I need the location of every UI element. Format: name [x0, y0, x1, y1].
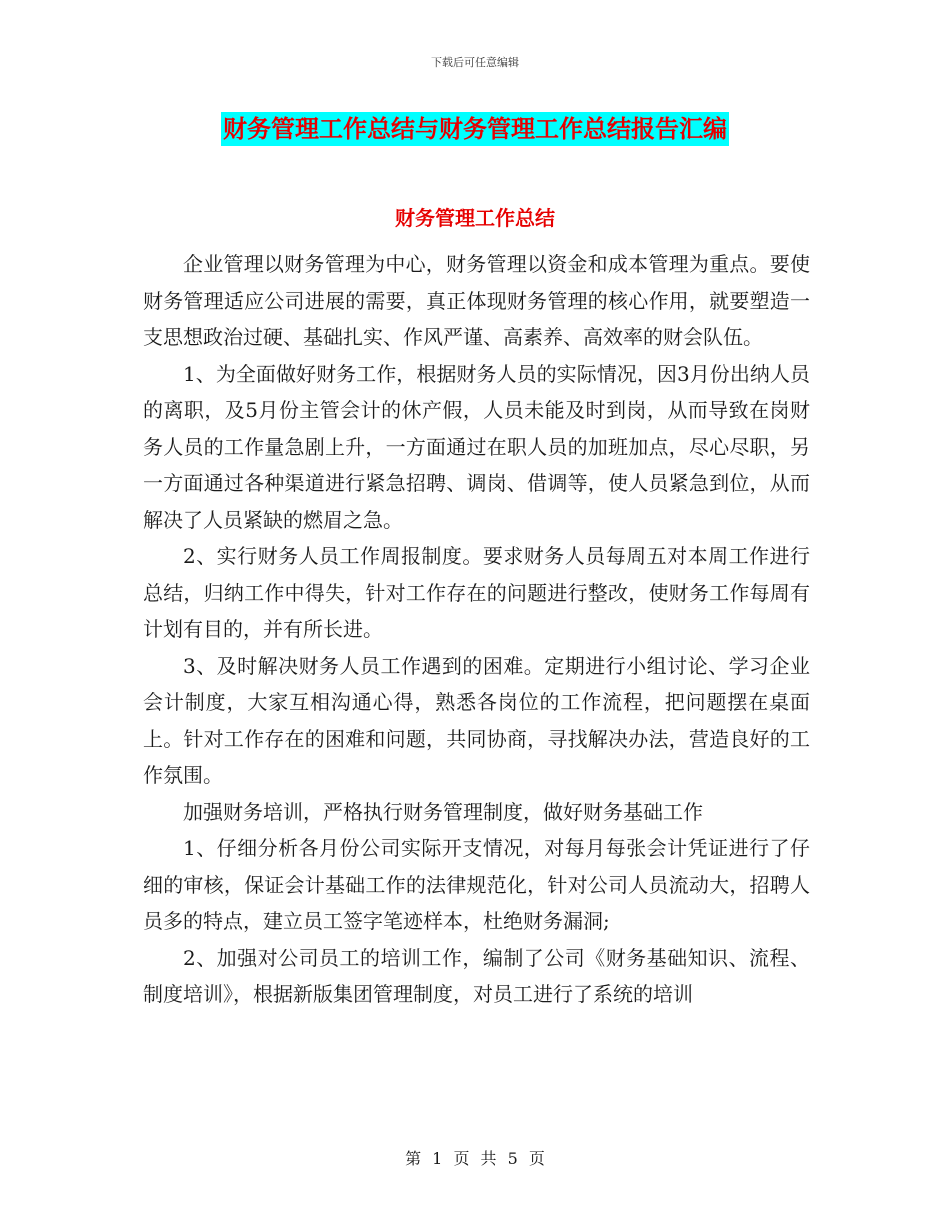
section-title: 财务管理工作总结 [395, 206, 555, 230]
page-number-footer: 第 1 页 共 5 页 [405, 1149, 545, 1168]
main-title-container [0, 112, 950, 146]
body-paragraph: 2、实行财务人员工作周报制度。要求财务人员每周五对本周工作进行总结，归纳工作中得失，针对工作存在的问题进行整改，使财务工作每周有计划有目的，并有所长进。 [143, 544, 810, 641]
document-main-title: 财务管理工作总结与财务管理工作总结报告汇编 [221, 112, 729, 146]
body-paragraph: 1、仔细分析各月份公司实际开支情况，对每月每张会计凭证进行了仔细的审核，保证会计基础工作的法律规范化，针对公司人员流动大，招聘人员多的特点，建立员工签字笔迹样本，杜绝财务漏洞; [143, 836, 810, 933]
body-paragraph: 企业管理以财务管理为中心，财务管理以资金和成本管理为重点。要使财务管理适应公司进展的需要，真正体现财务管理的核心作用，就要塑造一支思想政治过硬、基础扎实、作风严谨、高素养、高效率的财会队伍。 [143, 252, 810, 349]
body-paragraph: 3、及时解决财务人员工作遇到的困难。定期进行小组讨论、学习企业会计制度，大家互相沟通心得，熟悉各岗位的工作流程，把问题摆在桌面上。针对工作存在的困难和问题，共同协商，寻找解决办法，营造良好的工作氛围。 [143, 653, 810, 787]
page-header-note: 下载后可任意编辑 [431, 56, 519, 69]
body-paragraph: 1、为全面做好财务工作，根据财务人员的实际情况，因3月份出纳人员的离职，及5月份主管会计的休产假，人员未能及时到岗，从而导致在岗财务人员的工作量急剧上升，一方面通过在职人员的加班加点，尽心尽职，另一方面通过各种渠道进行紧急招聘、调岗、借调等，使人员紧急到位，从而解决了人员紧缺的燃眉之急。 [143, 361, 810, 532]
document-body [143, 246, 810, 1013]
body-subheading: 加强财务培训，严格执行财务管理制度，做好财务基础工作 [183, 799, 703, 824]
body-paragraph: 2、加强对公司员工的培训工作，编制了公司《财务基础知识、流程、制度培训》，根据新版集团管理制度，对员工进行了系统的培训 [143, 945, 810, 1006]
